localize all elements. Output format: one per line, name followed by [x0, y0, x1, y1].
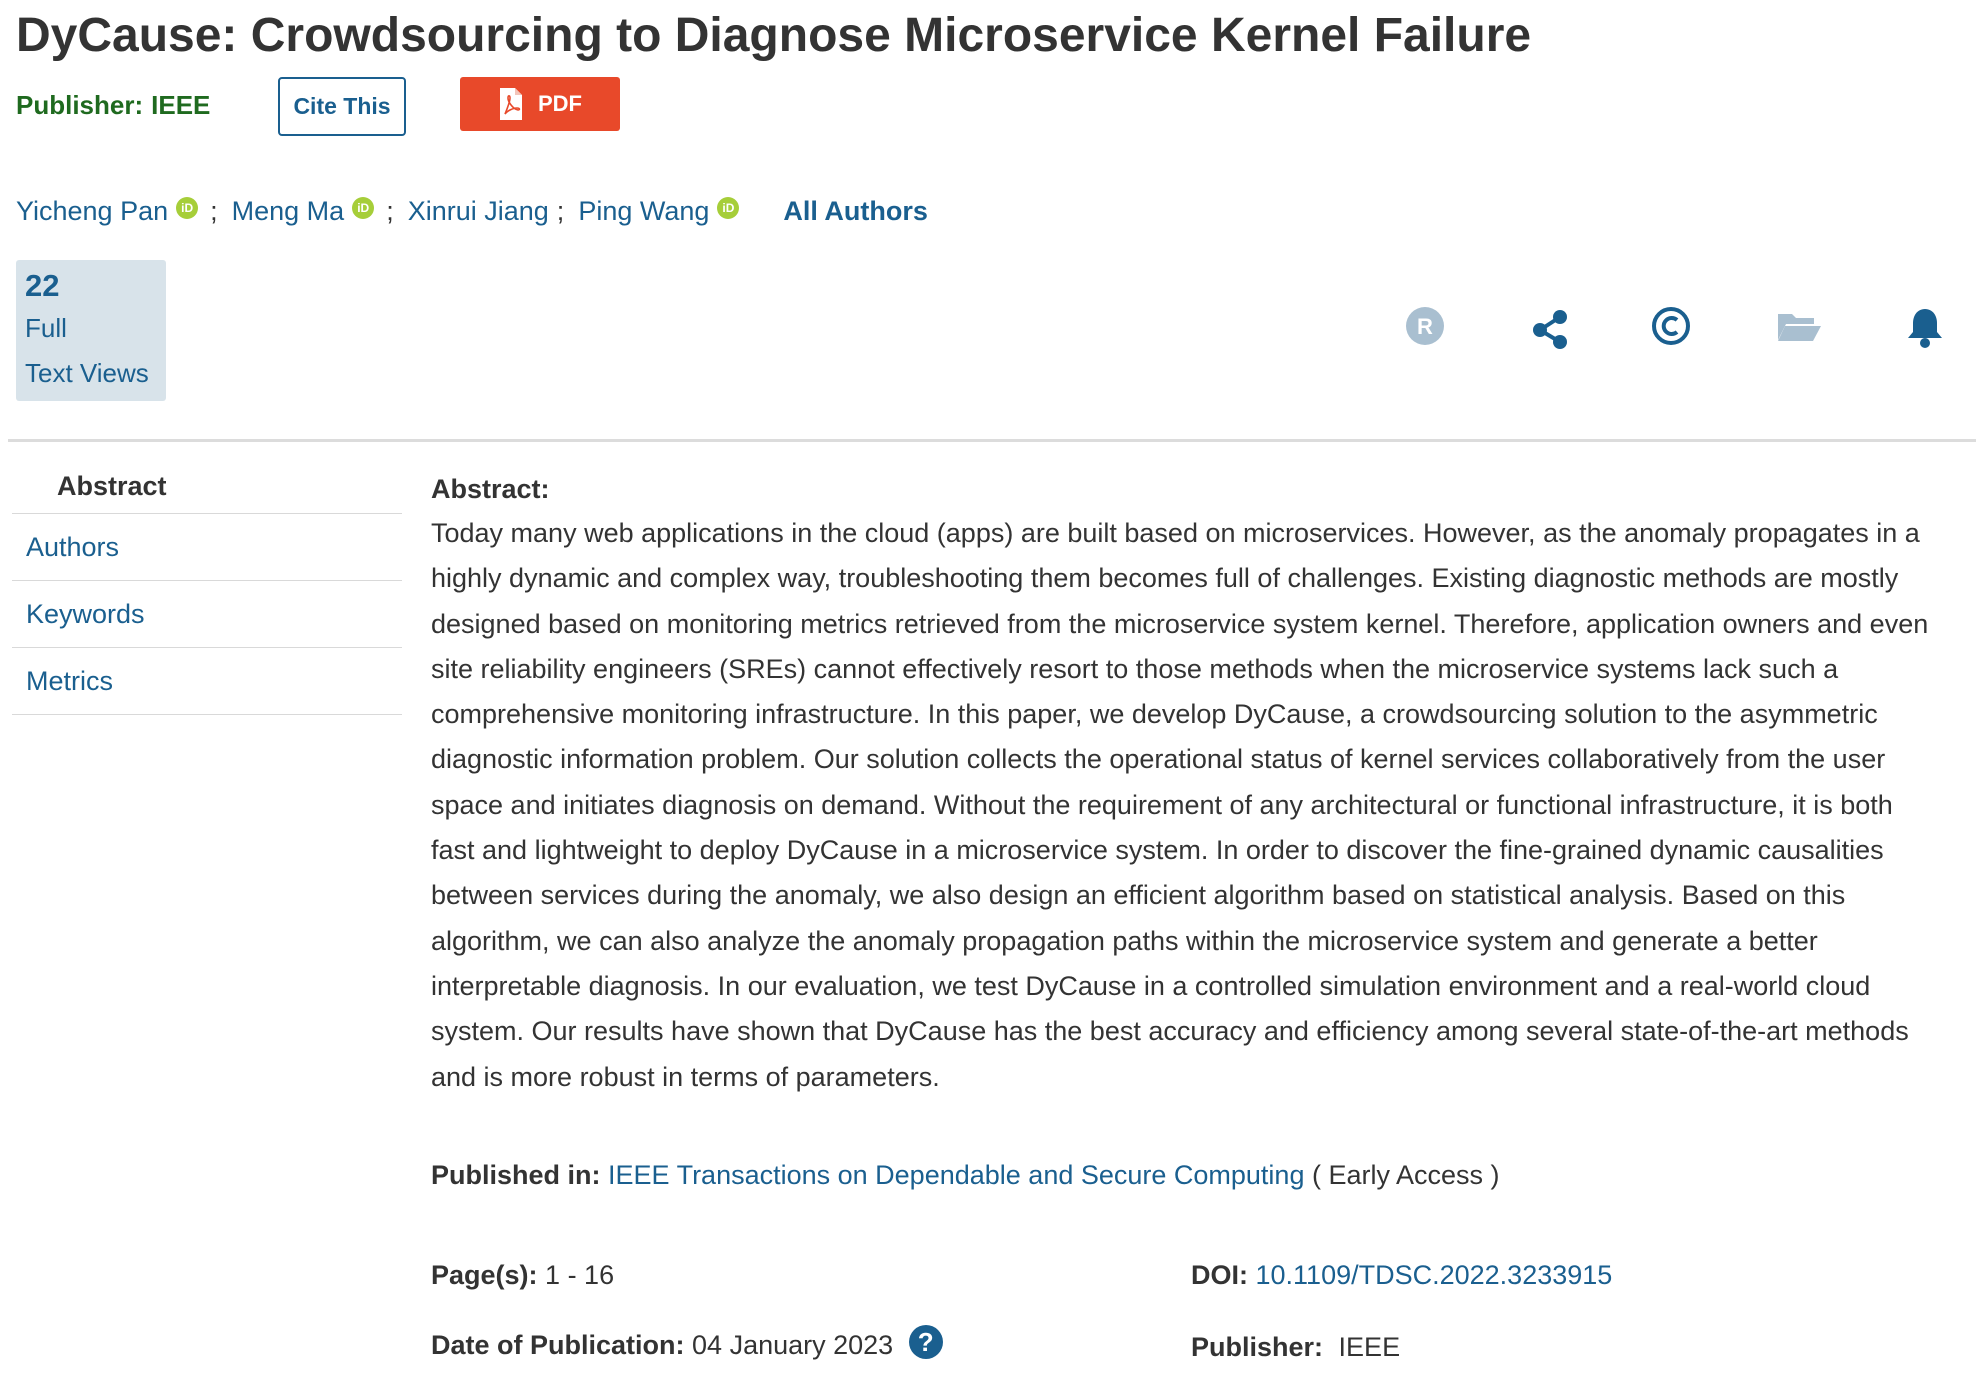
- published-in-label: Published in:: [431, 1160, 601, 1190]
- help-icon[interactable]: ?: [909, 1325, 943, 1359]
- nav-item-metrics[interactable]: Metrics: [12, 648, 402, 715]
- share-icon[interactable]: [1530, 306, 1570, 355]
- author-link[interactable]: [232, 196, 375, 227]
- publication-date-value: 04 January 2023: [692, 1330, 894, 1360]
- author-name[interactable]: Yicheng Pan: [16, 196, 169, 226]
- publisher-detail-line: [1191, 1332, 1400, 1363]
- pages-label: Page(s):: [431, 1260, 538, 1290]
- header-divider: [8, 439, 1976, 442]
- views-label-line1: Full: [25, 313, 67, 343]
- publisher-name: IEEE: [151, 90, 211, 120]
- author-name[interactable]: Meng Ma: [231, 196, 345, 226]
- rights-r-icon[interactable]: [1405, 306, 1445, 351]
- publisher-label: Publisher:: [16, 90, 144, 120]
- author-name[interactable]: Ping Wang: [578, 196, 710, 226]
- author-link[interactable]: [16, 196, 198, 227]
- pdf-label: PDF: [538, 91, 582, 116]
- author-separator: ;: [210, 196, 218, 226]
- copyright-icon[interactable]: [1651, 306, 1691, 351]
- journal-link[interactable]: IEEE Transactions on Dependable and Secure Computing: [608, 1160, 1305, 1190]
- author-link[interactable]: [408, 196, 549, 227]
- full-text-views-badge: [16, 260, 166, 401]
- nav-item-authors[interactable]: Authors: [12, 514, 402, 581]
- orcid-icon[interactable]: iD: [352, 197, 374, 219]
- folder-icon[interactable]: [1776, 306, 1822, 351]
- views-label-line2: Text Views: [25, 358, 149, 388]
- doi-label: DOI:: [1191, 1260, 1248, 1290]
- nav-item-abstract[interactable]: Abstract: [12, 460, 402, 514]
- publication-date-label: Date of Publication:: [431, 1330, 685, 1360]
- abstract-heading: Abstract:: [431, 474, 550, 504]
- doi-line: [1191, 1260, 1612, 1291]
- pdf-button[interactable]: [460, 77, 620, 131]
- early-access-status: ( Early Access ): [1311, 1160, 1500, 1190]
- nav-item-keywords[interactable]: Keywords: [12, 581, 402, 648]
- pages-line: [431, 1260, 614, 1291]
- publication-date-line: [431, 1328, 943, 1362]
- publisher-line: [16, 90, 210, 121]
- author-list: [16, 196, 928, 227]
- document-title: DyCause: Crowdsourcing to Diagnose Microservice Kernel Failure: [16, 9, 1532, 62]
- orcid-icon[interactable]: iD: [176, 197, 198, 219]
- author-name[interactable]: Xinrui Jiang: [407, 196, 549, 226]
- published-in-line: [431, 1160, 1500, 1191]
- publisher-detail-value: IEEE: [1338, 1332, 1401, 1362]
- pages-value: 1 - 16: [545, 1260, 615, 1290]
- views-count: 22: [25, 268, 60, 303]
- all-authors-link[interactable]: All Authors: [783, 196, 928, 226]
- doi-link[interactable]: 10.1109/TDSC.2022.3233915: [1255, 1260, 1613, 1290]
- orcid-icon[interactable]: iD: [717, 197, 739, 219]
- pdf-file-icon: [498, 87, 524, 121]
- section-nav: [12, 460, 402, 715]
- bell-icon[interactable]: [1905, 306, 1945, 353]
- author-separator: ;: [386, 196, 394, 226]
- abstract-text: Today many web applications in the cloud (apps) are built based on microservices. However, as the anomaly propagates in a highly dynamic and complex way, troubleshooting them becomes full of challenges. Existing diagnostic methods are mostly designed based on monitoring metrics retrieved from the microservice system kernel. Therefore, application owners and even site reliability engineers (SREs) cannot effectively resort to those methods when the microservice systems lack such a comprehensive monitoring infrastructure. In this paper, we develop DyCause, a crowdsourcing solution to the asymmetric diagnostic information problem. Our solution collects the operational status of kernel services collaboratively from the user space and initiates diagnosis on demand. Without the requirement of any architectural or functional infrastructure, it is both fast and lightweight to deploy DyCause in a microservice system. In order to discover the fine-grained dynamic causalities between services during the anomaly, we also design an efficient algorithm based on statistical analysis. Based on this algorithm, we can also analyze the anomaly propagation paths within the microservice system and generate a better interpretable diagnosis. In our evaluation, we test DyCause in a controlled simulation environment and a real-world cloud system. Our results have shown that DyCause has the best accuracy and efficiency among several state-of-the-art methods and is more robust in terms of parameters.: [431, 518, 1929, 1092]
- author-separator: ;: [556, 196, 565, 226]
- author-link[interactable]: [578, 196, 739, 227]
- cite-this-button[interactable]: Cite This: [278, 77, 406, 136]
- publisher-detail-label: Publisher:: [1191, 1332, 1324, 1362]
- rights-letter: R: [1417, 314, 1433, 339]
